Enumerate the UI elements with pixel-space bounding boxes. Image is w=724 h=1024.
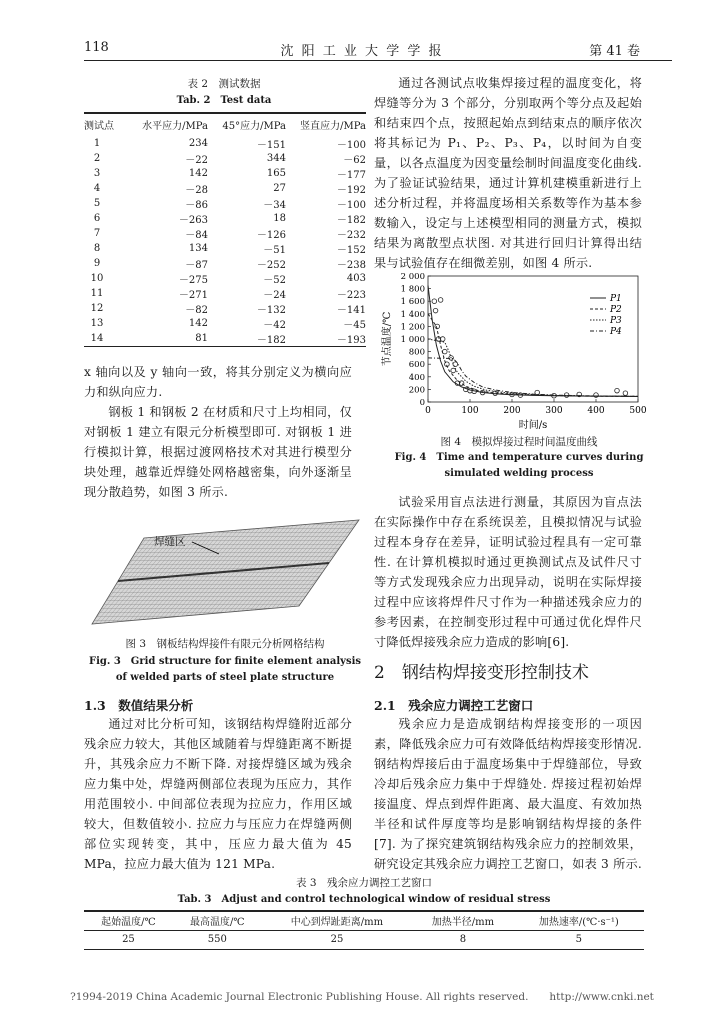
table2-cell: －42: [263, 319, 286, 331]
table2-cell: －24: [263, 289, 286, 301]
legend-label: P4: [610, 327, 622, 337]
scatter-point: [438, 298, 443, 303]
table2-cell: 9: [93, 257, 101, 269]
series-line-p4: [428, 358, 638, 396]
table2-header-row: [84, 114, 366, 136]
table2-cell: －82: [185, 304, 208, 316]
table2-row: [84, 256, 366, 271]
section-2-1-title: 2.1 残余应力调控工艺窗口: [374, 698, 534, 713]
y-tick-label: 1 600: [400, 297, 425, 308]
table3: [84, 910, 644, 950]
table3-header-row: [84, 912, 644, 931]
table2-cell: －126: [256, 229, 286, 241]
table2-cell: －238: [336, 259, 366, 271]
table2-cell: －52: [263, 274, 286, 286]
table2-cell: 234: [188, 137, 208, 149]
y-axis-label: 节点温度/℃: [382, 311, 393, 367]
table2-cell: 14: [90, 332, 104, 344]
figure3-mesh: [84, 508, 366, 628]
table2-cell: 2: [93, 152, 101, 164]
x-tick-label: 300: [545, 406, 563, 416]
table2-row: [84, 151, 366, 166]
table3-col-start-temp: 起始温度/℃: [101, 917, 156, 928]
table2-row: [84, 286, 366, 301]
scatter-point: [432, 299, 437, 304]
table2-cell: －28: [185, 184, 208, 196]
table2-cell: 1: [93, 137, 101, 149]
journal-title: 沈 阳 工 业 大 学 学 报: [280, 44, 444, 59]
table3-col-max-temp: 最高温度/℃: [190, 917, 245, 928]
figure4-caption-en-2: simulated welding process: [444, 468, 594, 479]
mesh-diagram: [84, 508, 366, 628]
table2-cell: －263: [178, 214, 208, 226]
figure4-caption-en-1: Fig. 4 Time and temperature curves during: [394, 452, 644, 463]
weld-zone-label: 焊缝区: [154, 536, 186, 548]
section-2-1-text: 残余应力是造成钢结构焊接变形的一项因素，降低残余应力可有效降低结构焊接变形情况. 钢结构焊接后由于温度场集中于焊缝部位，导致冷却后残余应力集中于焊缝处. 焊接过程初始焊接温度、焊点到焊件距离、最大温度、有效加热半径和试件厚度等均是影响钢结构焊接的条件[7]. 为了探究建筑钢结构残余应力的控制效果，研究设定其残余应力调控工艺窗口，如表 3 所示.: [374, 717, 642, 871]
table2-row: [84, 331, 366, 346]
table2-cell: －232: [336, 229, 366, 241]
x-axis-label: 时间/s: [518, 420, 548, 431]
table2-cell: 7: [93, 227, 101, 239]
table2-caption-cn: 表 2 测试数据: [187, 78, 261, 90]
table2-cell: 81: [195, 332, 208, 344]
table2: [84, 112, 366, 347]
legend-label: P3: [610, 316, 622, 326]
table2-cell: 18: [273, 212, 286, 224]
table2-row: [84, 271, 366, 286]
x-tick-label: 0: [425, 406, 431, 416]
table2-row: [84, 136, 366, 151]
section-1-3-title: 1.3 数值结果分析: [84, 698, 194, 713]
scatter-point: [615, 388, 620, 393]
table3-col-radius: 加热半径/mm: [431, 917, 495, 928]
table2-cell: 27: [273, 182, 286, 194]
table2-col-horizontal: 水平应力/MPa: [142, 121, 208, 132]
figure3-caption-cn: 图 3 钢板结构焊接件有限元分析网格结构: [125, 638, 325, 650]
table2-cell: －51: [263, 244, 286, 256]
table3-caption-en: Tab. 3 Adjust and control technological window of residual stress: [177, 894, 551, 905]
scatter-point: [443, 349, 448, 354]
table2-cell: －141: [336, 304, 366, 316]
table2-cell: 134: [188, 242, 208, 254]
table2-cell: 344: [266, 152, 286, 164]
table2-cell: 8: [93, 242, 101, 254]
table2-cell: －62: [343, 154, 366, 166]
table2-cell: 4: [93, 182, 101, 194]
left-paragraph-1: x 轴向以及 y 轴向一致，将其分别定义为横向应力和纵向应力.: [84, 365, 352, 399]
table2-cell: －152: [336, 244, 366, 256]
table2-row: [84, 316, 366, 331]
legend-label: P1: [610, 294, 622, 304]
y-tick-label: 2 000: [400, 272, 425, 282]
table2-cell: 142: [188, 167, 208, 179]
table2-cell: 12: [90, 302, 104, 314]
y-tick-label: 1 200: [400, 322, 425, 333]
table2-cell: －100: [336, 199, 366, 211]
table2-cell: －45: [343, 319, 366, 331]
table3-col-distance: 中心到焊趾距离/mm: [290, 917, 384, 928]
table2-row: [84, 226, 366, 241]
x-tick-label: 100: [461, 406, 479, 416]
table2-cell: －252: [256, 259, 286, 271]
scatter-point: [453, 362, 458, 367]
table3-caption-cn: 表 3 残余应力调控工艺窗口: [295, 877, 433, 889]
table2-cell: －84: [185, 229, 208, 241]
y-tick-label: 400: [408, 372, 425, 383]
table2-cell: －22: [185, 154, 208, 166]
table2-cell: －86: [185, 199, 208, 211]
x-tick-label: 500: [629, 406, 647, 416]
table2-cell: －275: [178, 274, 208, 286]
left-paragraph-2: 钢板 1 和钢板 2 在材质和尺寸上均相同，仅对钢板 1 建立有限元分析模型即可. 对钢板 1 进行模拟计算，根据过渡网格技术对其进行模型分块处理，越靠近焊缝处网格越密集，向外逐渐呈现分散趋势，如图 3 所示.: [84, 405, 352, 499]
table2-row: [84, 166, 366, 181]
figure3-caption-en-1: Fig. 3 Grid structure for finite element analysis: [88, 656, 362, 667]
table2-cell: 142: [188, 317, 208, 329]
table2-col-45deg: 45°应力/MPa: [222, 121, 286, 132]
y-tick-label: 200: [408, 385, 425, 396]
table2-cell: －177: [336, 169, 366, 181]
header-rule: [84, 60, 672, 61]
legend-label: P2: [610, 305, 622, 315]
right-paragraph-1: 通过各测试点收集焊接过程的温度变化，将焊缝等分为 3 个部分，分别取两个等分点及起始和结束四个点，按照起始点到结束点的顺序依次将其标记为 P₁、P₂、P₃、P₄，以时间为自变量，以各点温度为因变量绘制时间温度变化曲线. 为了验证试验结果，通过计算机建模重新进行上述分析过程，并将温度场相关系数等作为基本参数输入，设定与上述模型相同的测量方式，模拟结果为离散型点状图. 对其进行回归计算得出结果与试验值存在细微差别，如图 4 所示.: [374, 76, 642, 270]
table2-cell: －192: [336, 184, 366, 196]
table2-row: [84, 196, 366, 211]
table2-row: [84, 241, 366, 256]
table2-cell: 11: [90, 287, 104, 299]
table2-cell: －34: [263, 199, 286, 211]
left-text-block: [84, 362, 352, 502]
table2-cell: 165: [266, 167, 286, 179]
y-tick-label: 800: [408, 347, 425, 358]
table2-cell: －182: [336, 214, 366, 226]
table2-cell: －193: [336, 334, 366, 346]
right-paragraph-2: 试验采用盲点法进行测量，其原因为盲点法在实际操作中存在系统误差，且模拟情况与试验过程本身存在差异，证明试验过程具有一定可靠性. 在计算机模拟时通过更换测试点及试件尺寸等方式发现残余应力出现异动，说明在实际焊接过程中应该将焊件尺寸作为一种描述残余应力的参考因素，在控制变形过程中可通过优化焊件尺寸降低焊接残余应力造成的影响[6].: [374, 495, 642, 649]
table2-cell: 6: [93, 212, 101, 224]
scatter-point: [433, 308, 438, 313]
table2-caption-en: Tab. 2 Test data: [176, 95, 272, 106]
table2-cell: －132: [256, 304, 286, 316]
table2-cell: －271: [178, 289, 208, 301]
copyright-footer: ?1994-2019 China Academic Journal Electronic Publishing House. All rights reserved. http://www.cnki.net: [70, 991, 654, 1003]
table2-cell: －87: [185, 259, 208, 271]
scatter-point: [451, 368, 456, 373]
table2-cell: －100: [336, 139, 366, 151]
figure4-caption-cn: 图 4 模拟焊接过程时间温度曲线: [440, 436, 598, 448]
section-2-title: 2 钢结构焊接变形控制技术: [374, 663, 589, 683]
table3-col-rate: 加热速率/(℃·s⁻¹): [538, 917, 619, 928]
x-tick-label: 400: [587, 406, 605, 416]
table2-row: [84, 211, 366, 226]
table2-col-vertical: 竖直应力/MPa: [300, 121, 366, 132]
table2-cell: 5: [93, 197, 101, 209]
y-tick-label: 600: [408, 360, 425, 371]
figure3-caption-en-2: of welded parts of steel plate structure: [115, 672, 335, 683]
table3-row: 25 550 25 8 5: [122, 934, 583, 945]
table2-cell: 10: [90, 272, 104, 284]
table2-row: [84, 181, 366, 196]
table2-cell: －223: [336, 289, 366, 301]
scatter-point: [623, 391, 628, 396]
y-tick-label: 1 000: [400, 335, 425, 345]
volume-label: 第 41 卷: [589, 44, 640, 59]
table2-cell: 3: [93, 167, 101, 179]
y-tick-label: 1 800: [400, 284, 425, 295]
table2-cell: 13: [90, 317, 104, 329]
table2-cell: 403: [346, 272, 366, 284]
y-tick-label: 1 400: [400, 309, 425, 320]
figure4-chart: [380, 268, 662, 432]
y-tick-label: 0: [419, 398, 425, 408]
table2-cell: －151: [256, 139, 286, 151]
table2-row: [84, 301, 366, 316]
x-tick-label: 200: [503, 406, 521, 416]
series-line-p1: [428, 285, 638, 396]
table2-cell: －182: [256, 334, 286, 346]
section-1-3-text: 通过对比分析可知，该钢结构焊缝附近部分残余应力较大，其他区域随着与焊缝距离不断提升，其残余应力不断下降. 对接焊缝区域为残余应力集中处，焊缝两侧部位表现为压应力，其作用范围较小. 中间部位表现为拉应力，作用区域较大，但数值较小. 拉应力与压应力在焊缝两侧部位实现转变，其中，压应力最大值为 45 MPa，拉应力最大值为 121 MPa.: [84, 717, 352, 871]
page-number: 118: [84, 40, 109, 55]
table2-col-point: 测试点: [84, 121, 114, 132]
